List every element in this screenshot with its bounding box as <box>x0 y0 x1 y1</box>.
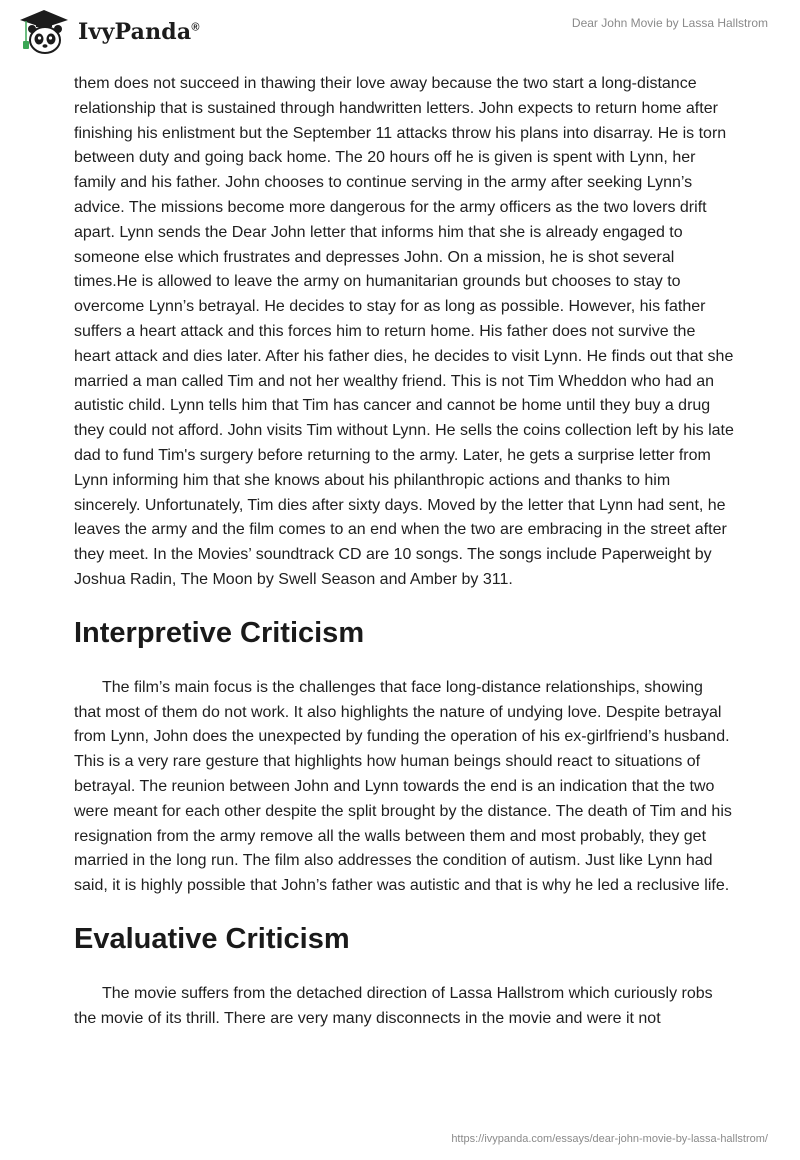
paragraph-interpretive: The film’s main focus is the challenges that face long-distance relationships, showing that most of them do not work. It also highlights the nature of undying love. Despite betrayal from Lynn, John does the unexpected by funding the operation of his ex-girlfriend’s husband. This is a very rare gesture that highlights how human beings should react to situations of betrayal. The reunion between John and Lynn towards the end is an indication that the two were meant for each other despite the split brought by the distance. The death of Tim and his resignation from the army remove all the walls between them and most probably, they get married in the long run. The film also addresses the condition of autism. Just like Lynn had said, it is highly possible that John’s father was autistic and that is why he led a reclusive life. <box>74 678 732 895</box>
heading-evaluative-criticism: Evaluative Criticism <box>74 922 350 955</box>
ivypanda-logo[interactable] <box>16 8 200 56</box>
panda-graduate-icon <box>16 8 72 56</box>
paragraph-continued: them does not succeed in thawing their love away because the two start a long-distance relationship that is sustained through handwritten letters. John expects to return home after finishing his enlistment but the September 11 attacks throw his plans into disarray. He is torn between duty and going back home. The 20 hours off he is given is spent with Lynn, her family and his father. John chooses to continue serving in the army after seeking Lynn’s advice. The missions become more dangerous for the army officers as the two lovers drift apart. Lynn sends the Dear John letter that informs him that she is already engaged to someone else which frustrates and depresses John. On a mission, he is shot several times.He is allowed to leave the army on humanitarian grounds but chooses to stay to overcome Lynn’s betrayal. He decides to stay for as long as possible. However, his father suffers a heart attack and this forces him to return home. His father does not survive the heart attack and dies later. After his father dies, he decides to visit Lynn. He finds out that she married a man called Tim and not her wealthy friend. This is not Tim Wheddon who had an autistic child. Lynn tells him that Tim has cancer and cannot be home until they buy a drug they could not afford. John visits Tim without Lynn. He sells the coins collection left by his late dad to fund Tim's surgery before returning to the army. Later, he gets a surprise letter from Lynn informing him that she knows about his philanthropic actions and thanks to him sincerely. Unfortunately, Tim dies after sixty days. Moved by the letter that Lynn had sent, he leaves the army and the film comes to an end when the two are embracing in the street after they meet. In the Movies’ soundtrack CD are 10 songs. The songs include Paperweight by Joshua Radin, The Moon by Swell Season and Amber by 311. <box>74 75 734 588</box>
paragraph-evaluative: The movie suffers from the detached direction of Lassa Hallstrom which curiously robs the movie of its thrill. There are very many disconnects in the movie and were it not <box>74 984 713 1027</box>
page-header <box>0 0 800 70</box>
brand-name <box>78 19 200 45</box>
essay-content <box>74 72 734 1032</box>
source-url[interactable]: https://ivypanda.com/essays/dear-john-movie-by-lassa-hallstrom/ <box>451 1133 768 1145</box>
brand-text: IvyPanda <box>78 19 192 45</box>
document-title: Dear John Movie by Lassa Hallstrom <box>571 16 768 30</box>
heading-interpretive-criticism: Interpretive Criticism <box>74 616 365 649</box>
registered-mark: ® <box>191 21 200 34</box>
